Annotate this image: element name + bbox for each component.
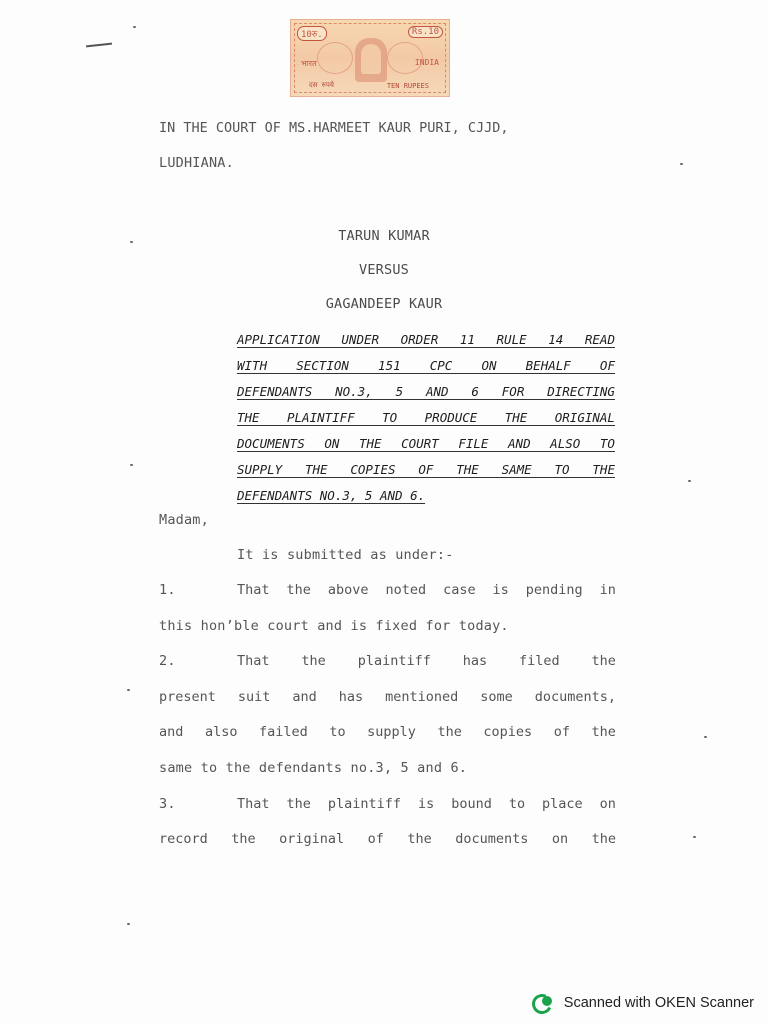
application-word: ORIGINAL: [554, 410, 615, 425]
scanner-watermark-text: Scanned with OKEN Scanner: [563, 995, 754, 1011]
paragraph-word: documents: [455, 831, 529, 848]
paragraph-line: same to the defendants no.3, 5 and 6.: [159, 760, 468, 776]
application-word: TO: [382, 410, 398, 425]
application-word: THE: [592, 462, 615, 477]
application-word: ORDER: [400, 332, 439, 347]
stamp-denomination-english: TEN RUPEES: [386, 82, 429, 90]
application-word: 151: [378, 358, 401, 373]
paragraph-line: [159, 689, 616, 705]
paragraph-word: has: [338, 688, 364, 705]
revenue-stamp: [290, 19, 450, 97]
application-word: DEFENDANTS: [237, 384, 313, 399]
paragraph-word: noted: [385, 582, 427, 598]
application-word: DIRECTING: [547, 384, 615, 399]
versus-label: VERSUS: [359, 262, 409, 278]
paragraph-word: filed: [519, 653, 560, 670]
application-word: APPLICATION: [237, 332, 320, 347]
application-word: ON: [324, 436, 340, 451]
paragraph-word: the: [437, 724, 462, 741]
paragraph-word: to: [329, 724, 346, 741]
application-word: OF: [418, 462, 434, 477]
paragraph-word: some: [480, 688, 513, 705]
paragraph-word: the: [231, 831, 256, 848]
paragraph-first-line: [237, 653, 616, 669]
paragraph-word: bound: [451, 795, 492, 812]
paragraph-line: this hon’ble court and is fixed for today.: [159, 617, 509, 634]
application-word: OF: [599, 358, 615, 373]
application-word: COURT: [401, 436, 439, 451]
application-title-line: [237, 381, 615, 400]
application-word: THE: [237, 410, 260, 425]
paragraph-word: to: [508, 795, 526, 812]
paragraph-word: has: [462, 653, 488, 670]
paragraph-word: of: [553, 724, 570, 741]
stamp-ornament-left: [317, 42, 353, 74]
scan-speck: [704, 736, 707, 738]
application-word: DEFENDANTS NO.3, 5 AND 6.: [237, 488, 426, 503]
paragraph-word: documents,: [534, 688, 616, 705]
stamp-denomination-hindi: दस रुपये: [309, 81, 334, 89]
paragraph-word: on: [599, 795, 616, 812]
application-word: AND: [508, 436, 531, 451]
application-title-line: [237, 433, 615, 452]
paragraph-word: supply: [367, 724, 416, 741]
paragraph-word: suit: [237, 688, 271, 705]
application-word: DOCUMENTS: [237, 436, 305, 451]
paragraph-word: That: [237, 653, 270, 670]
application-word: TO: [554, 462, 570, 477]
court-place: LUDHIANA.: [159, 155, 234, 171]
application-word: THE: [304, 462, 328, 477]
paragraph-word: pending: [525, 582, 583, 598]
paragraph-word: present: [159, 688, 216, 705]
paragraph-word: case: [443, 582, 476, 598]
plaintiff-name: TARUN KUMAR: [338, 228, 430, 244]
paragraph-word: is: [492, 582, 509, 598]
intro-line: It is submitted as under:-: [237, 547, 454, 563]
application-title-line: [237, 459, 615, 478]
paragraph-word: mentioned: [385, 688, 459, 705]
paragraph-word: failed: [259, 724, 308, 741]
application-word: SECTION: [296, 358, 349, 373]
application-word: 5: [395, 384, 404, 399]
paragraph-number: 2.: [159, 653, 176, 670]
paragraph-word: above: [327, 582, 369, 598]
paragraph-word: the: [591, 653, 616, 670]
paragraph-first-line: [237, 582, 616, 598]
defendant-name: GAGANDEEP KAUR: [325, 296, 443, 312]
paragraph-word: That: [237, 582, 270, 598]
application-word: NO.3,: [335, 384, 373, 399]
stamp-country-hindi: भारत: [301, 59, 317, 68]
scan-speck: [130, 464, 133, 466]
court-heading-text: IN THE COURT OF MS.HARMEET KAUR PURI, CJJD,: [159, 120, 509, 136]
application-title-line: [237, 329, 615, 348]
application-word: 11: [459, 332, 475, 347]
application-title-line: [237, 355, 615, 374]
salutation: Madam,: [159, 512, 209, 528]
paragraph-word: is: [417, 795, 435, 812]
paragraph-word: the: [591, 724, 616, 741]
application-word: ON: [481, 358, 497, 373]
paragraph-word: on: [551, 831, 569, 848]
stamp-country-english: INDIA: [414, 58, 439, 67]
application-word: SUPPLY: [237, 462, 283, 477]
application-word: BEHALF: [525, 358, 571, 373]
pen-mark: [86, 43, 112, 47]
scan-speck: [127, 689, 130, 691]
paragraph-word: the: [407, 831, 432, 848]
paragraph-word: the: [301, 653, 326, 670]
paragraph-word: the: [286, 582, 311, 598]
paragraph-word: and: [292, 688, 317, 705]
stamp-value-right: Rs.10: [408, 26, 443, 38]
national-emblem-icon: [355, 38, 387, 82]
application-word: THE: [504, 410, 528, 425]
scan-speck: [127, 923, 130, 925]
paragraph-word: also: [204, 724, 238, 741]
paragraph-word: record: [159, 831, 208, 848]
paragraph-first-line: [237, 796, 616, 812]
application-word: TO: [599, 436, 615, 451]
application-word: PRODUCE: [424, 410, 478, 425]
application-word: FILE: [458, 436, 489, 451]
paragraph-word: in: [599, 582, 616, 598]
paragraph-word: the: [591, 831, 616, 848]
application-word: THE: [358, 436, 382, 451]
scan-speck: [688, 480, 691, 482]
application-word: WITH: [237, 358, 268, 373]
application-word: SAME: [501, 462, 532, 477]
scan-speck: [130, 241, 133, 243]
paragraph-number: 1.: [159, 582, 176, 598]
paragraph-word: plaintiff: [357, 653, 431, 670]
paragraph-word: plaintiff: [327, 795, 401, 812]
application-title-line: [237, 407, 615, 426]
application-word: UNDER: [341, 332, 380, 347]
paragraph-word: copies: [483, 724, 533, 741]
application-title-line: [237, 485, 425, 504]
application-word: FOR: [501, 384, 525, 399]
paragraph-line: [159, 831, 616, 847]
application-word: 14: [548, 332, 564, 347]
paragraph-number: 3.: [159, 795, 176, 812]
paragraph-word: original: [279, 831, 345, 848]
application-word: READ: [584, 332, 615, 347]
scanner-watermark: [532, 992, 754, 1014]
oken-scanner-logo-icon: [532, 994, 558, 1012]
paragraph-word: place: [542, 795, 583, 812]
court-heading: [159, 120, 616, 136]
application-word: ALSO: [550, 436, 581, 451]
application-word: CPC: [429, 358, 453, 373]
scan-speck: [133, 26, 136, 28]
paragraph-word: of: [367, 831, 384, 848]
application-word: AND: [425, 384, 449, 399]
scan-speck: [680, 163, 683, 165]
application-word: THE: [456, 462, 479, 477]
paragraph-line: [159, 724, 616, 740]
stamp-value-left: 10रु.: [297, 26, 327, 41]
application-word: 6: [471, 384, 479, 399]
paragraph-word: and: [159, 724, 184, 741]
application-word: RULE: [496, 332, 527, 347]
scan-speck: [693, 836, 696, 838]
application-word: COPIES: [350, 462, 396, 477]
paragraph-word: the: [286, 795, 311, 812]
application-word: PLAINTIFF: [287, 410, 355, 425]
paragraph-word: That: [237, 795, 270, 812]
